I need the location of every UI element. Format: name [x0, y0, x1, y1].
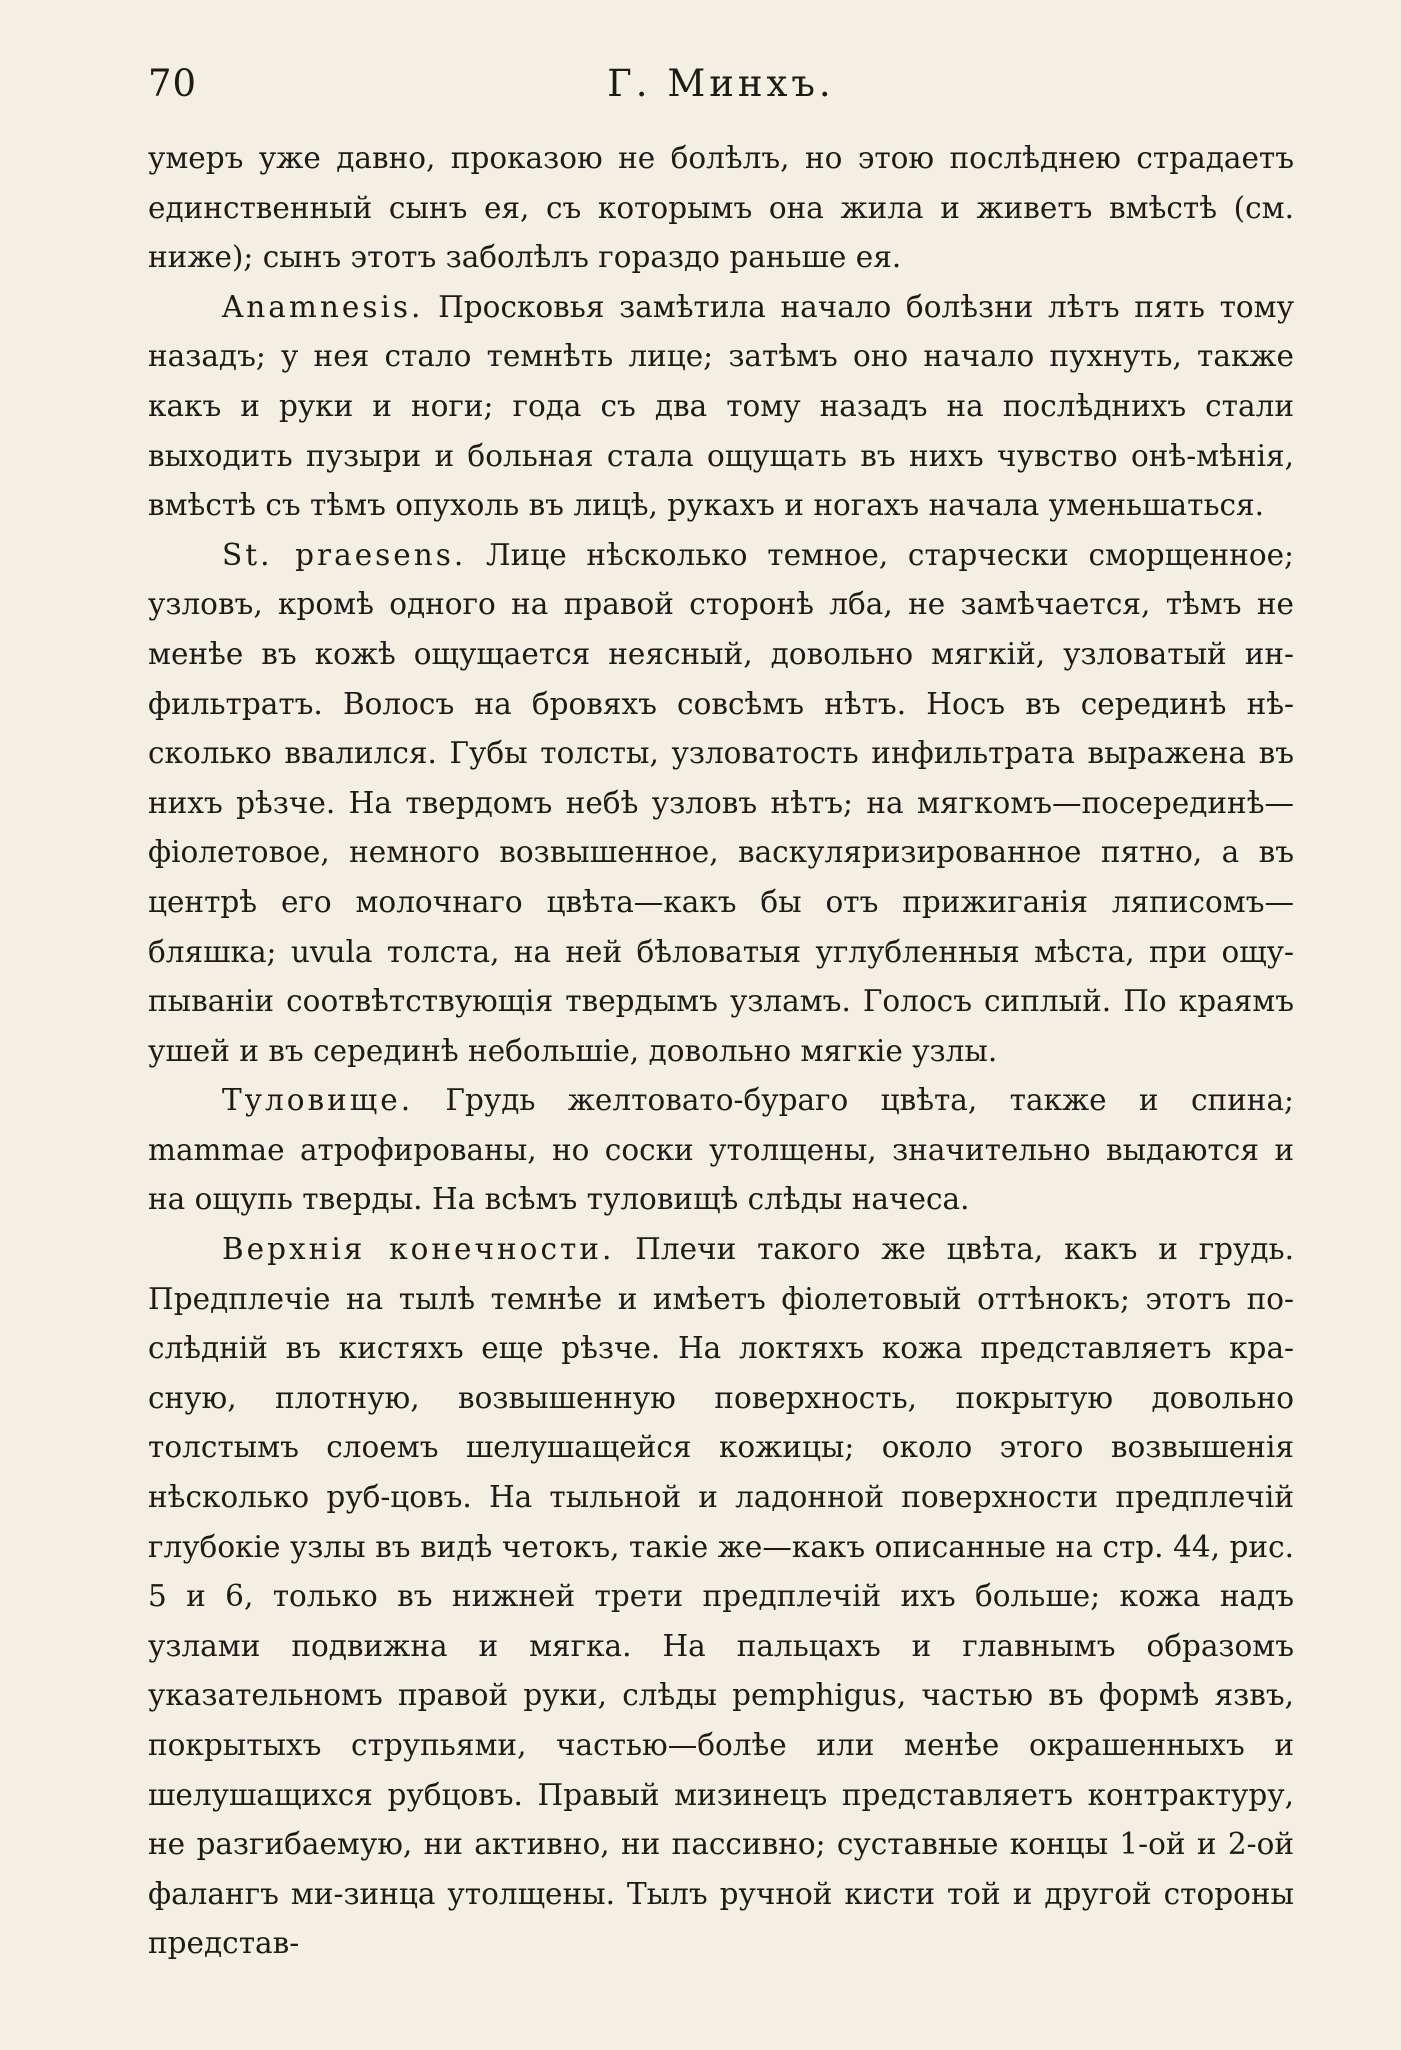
upper-limbs-text: Плечи такого же цвѣта, какъ и грудь. Предплечіе на тылѣ темнѣе и имѣетъ фіолетовый оттѣнокъ; этотъ по-слѣдній въ кистяхъ еще рѣзче. На локтяхъ кожа представляетъ кра-сную, плотную, возвышенную поверхность, покрытую довольно толстымъ слоемъ шелушащейся кожицы; около этого возвышенія нѣсколько руб-цовъ. На тыльной и ладонной поверхности предплечій глубокіе узлы въ видѣ четокъ, такіе же—какъ описанные на стр. 44, рис. 5 и 6, только въ нижней трети предплечій ихъ больше; кожа надъ узлами подвижна и мягка. На пальцахъ и главнымъ образомъ указательномъ правой руки, слѣды pemphigus, частью въ формѣ язвъ, покрытыхъ струпьями, частью—болѣе или менѣе окрашенныхъ и шелушащихся рубцовъ. Правый мизинецъ представляетъ контрактуру, не разгибаемую, ни активно, ни пассивно; суставные концы 1-ой и 2-ой фалангъ ми-зинца утолщены. Тылъ ручной кисти той и другой стороны представ- — [148, 1232, 1294, 1961]
paragraph-1 — [148, 134, 1294, 283]
paragraph-1-text: умеръ уже давно, проказою не болѣлъ, но этою послѣднею страдаетъ единственный сынъ ея, съ которымъ она жила и живетъ вмѣстѣ (см. ниже); сынъ этотъ заболѣлъ гораздо раньше ея. — [148, 141, 1294, 275]
body-text — [148, 134, 1294, 1969]
status-praesens-text: Лице нѣсколько темное, старчески сморщенное; узловъ, кромѣ одного на правой сторонѣ лба, не замѣчается, тѣмъ не менѣе въ кожѣ ощущается неясный, довольно мягкій, узловатый ин-фильтратъ. Волосъ на бровяхъ совсѣмъ нѣтъ. Носъ въ серединѣ нѣ-сколько ввалился. Губы толсты, узловатость инфильтрата выражена въ нихъ рѣзче. На твердомъ небѣ узловъ нѣтъ; на мягкомъ—посерединѣ—фіолетовое, немного возвышенное, васкуляризированное пятно, а въ центрѣ его молочнаго цвѣта—какъ бы отъ прижиганія ляписомъ—бляшка; uvula толста, на ней бѣловатыя углубленныя мѣста, при ощу-пываніи соотвѣтствующія твердымъ узламъ. Голосъ сиплый. По краямъ ушей и въ серединѣ небольшіе, довольно мягкіе узлы. — [148, 537, 1294, 1068]
page-number: 70 — [148, 62, 198, 105]
upper-limbs-heading: Верхнія конечности. — [222, 1232, 615, 1267]
paragraph-anamnesis — [148, 283, 1294, 531]
torso-text: Грудь желтовато-бураго цвѣта, также и спина; mammae атрофированы, но соски утолщены, значительно выдаются и на ощупь тверды. На всѣмъ туловищѣ слѣды начеса. — [148, 1083, 1294, 1217]
paragraph-upper-limbs — [148, 1225, 1294, 1969]
paragraph-status-praesens — [148, 531, 1294, 1077]
book-page — [148, 48, 1294, 2008]
torso-heading: Туловище. — [222, 1083, 414, 1118]
paragraph-torso — [148, 1076, 1294, 1225]
page-header — [148, 48, 1294, 120]
running-head: Г. Минхъ. — [607, 62, 835, 105]
anamnesis-text: Просковья замѣтила начало болѣзни лѣтъ пять тому назадъ; у нея стало темнѣть лице; затѣмъ оно начало пухнуть, также какъ и руки и ноги; года съ два тому назадъ на послѣднихъ стали выходить пузыри и больная стала ощущать въ нихъ чувство онѣ-мѣнія, вмѣстѣ съ тѣмъ опухоль въ лицѣ, рукахъ и ногахъ начала уменьшаться. — [148, 289, 1294, 523]
status-praesens-heading: St. praesens. — [222, 537, 467, 572]
anamnesis-heading: Anamnesis. — [222, 289, 424, 324]
